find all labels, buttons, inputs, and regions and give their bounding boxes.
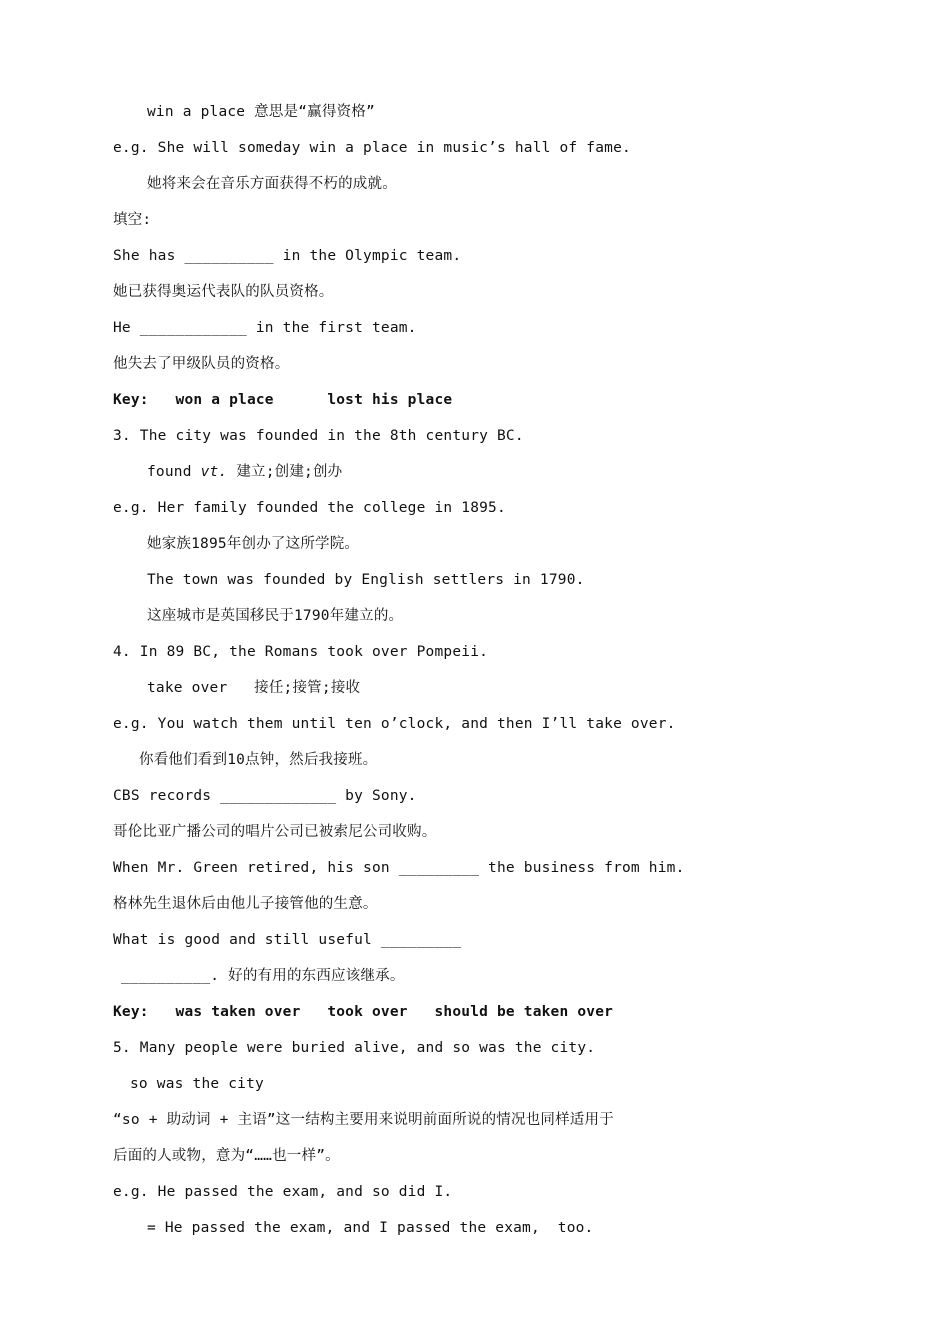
text-line: CBS records _____________ by Sony.	[113, 788, 417, 804]
text-line: 他失去了甲级队员的资格。	[113, 356, 290, 372]
headword: found	[147, 464, 201, 480]
text-line: He ____________ in the first team.	[113, 320, 417, 336]
text-line: 哥伦比亚广播公司的唱片公司已被索尼公司收购。	[113, 824, 437, 840]
text-line: e.g. Her family founded the college in 1895.	[113, 500, 506, 516]
definition: 建立;创建;创办	[227, 464, 343, 480]
text-line: 她已获得奥运代表队的队员资格。	[113, 284, 334, 300]
text-line: e.g. You watch them until ten o’clock, and then I’ll take over.	[113, 716, 676, 732]
text-line: = He passed the exam, and I passed the exam, too.	[147, 1220, 594, 1236]
text-line: __________. 好的有用的东西应该继承。	[121, 968, 405, 984]
text-line: When Mr. Green retired, his son _________ the business from him.	[113, 860, 685, 876]
text-line: win a place 意思是“赢得资格”	[147, 104, 375, 120]
text-line: e.g. She will someday win a place in music’s hall of fame.	[113, 140, 631, 156]
text-line: 她家族1895年创办了这所学院。	[147, 536, 360, 552]
text-line: What is good and still useful _________	[113, 932, 462, 948]
text-line: take over 接任;接管;接收	[147, 680, 361, 696]
section-heading: 4. In 89 BC, the Romans took over Pompeii.	[113, 644, 489, 660]
section-heading: 3. The city was founded in the 8th century BC.	[113, 428, 524, 444]
text-line: so was the city	[130, 1076, 264, 1092]
answer-key: Key: won a place lost his place	[113, 392, 453, 408]
text-line: 她将来会在音乐方面获得不朽的成就。	[147, 176, 397, 192]
text-line	[147, 462, 342, 482]
text-line: 你看他们看到10点钟，然后我接班。	[139, 752, 378, 768]
answer-key: Key: was taken over took over should be taken over	[113, 1004, 614, 1020]
text-line: 后面的人或物，意为“……也一样”。	[113, 1148, 340, 1164]
part-of-speech: vt.	[200, 464, 228, 480]
text-line: The town was founded by English settlers in 1790.	[147, 572, 585, 588]
text-line: She has __________ in the Olympic team.	[113, 248, 462, 264]
text-line: e.g. He passed the exam, and so did I.	[113, 1184, 453, 1200]
text-line: “so + 助动词 + 主语”这一结构主要用来说明前面所说的情况也同样适用于	[113, 1112, 614, 1128]
text-line: 格林先生退休后由他儿子接管他的生意。	[113, 896, 378, 912]
text-line: 填空:	[113, 212, 152, 228]
section-heading: 5. Many people were buried alive, and so was the city.	[113, 1040, 596, 1056]
text-line: 这座城市是英国移民于1790年建立的。	[147, 608, 404, 624]
